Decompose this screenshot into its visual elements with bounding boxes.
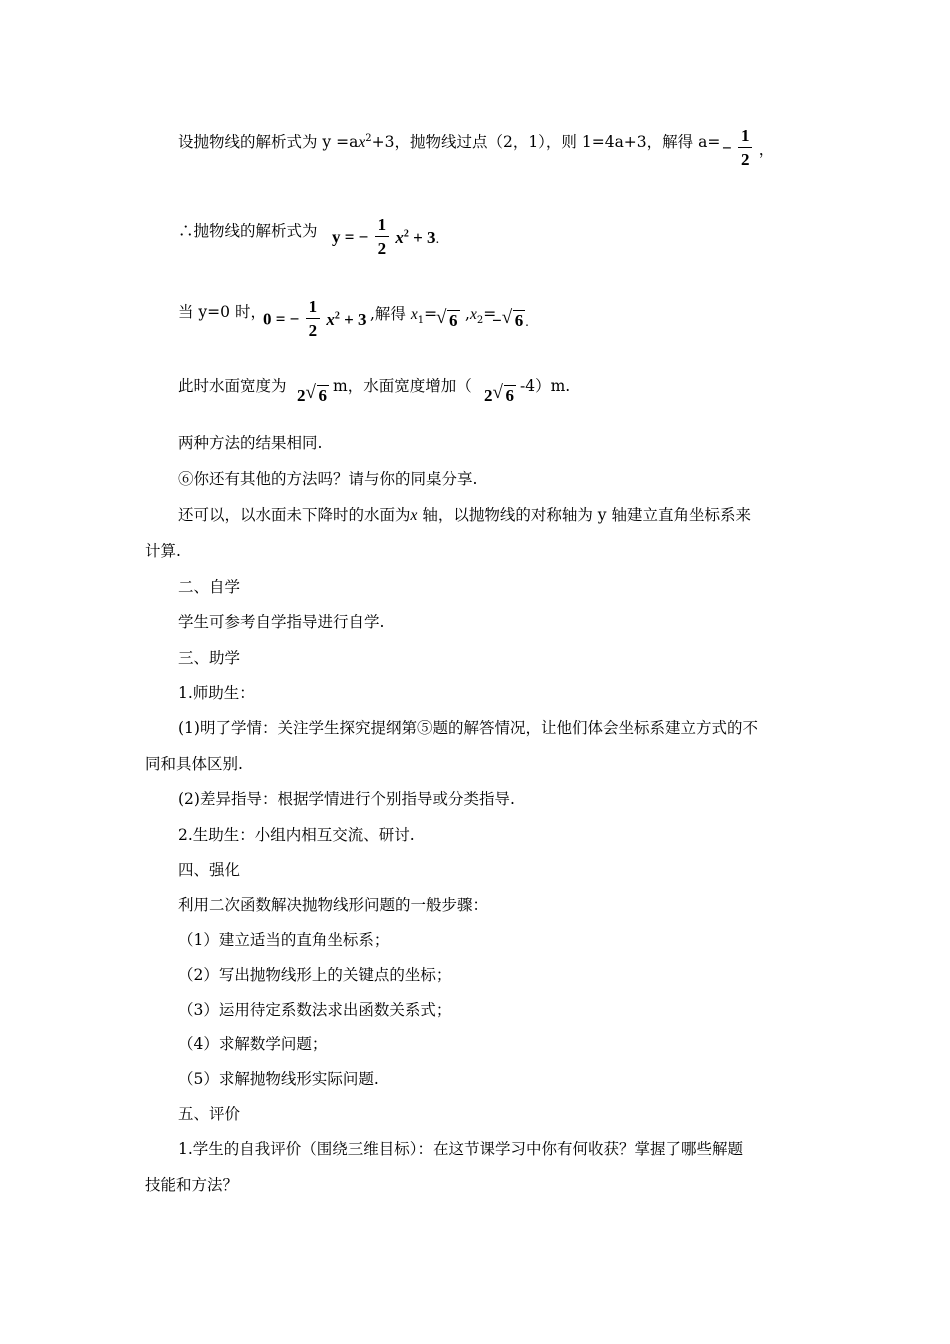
numerator: 1 (306, 296, 321, 319)
text: ,解得 (370, 305, 406, 323)
text: ∴抛物线的解析式为 (178, 222, 318, 240)
var-x: x (395, 227, 404, 247)
var-x: x (410, 507, 418, 524)
text: 轴，以抛物线的对称轴为 y 轴建立直角坐标系来 (417, 506, 751, 524)
numerator: 1 (738, 125, 753, 148)
exponent: 2 (334, 309, 340, 321)
text: 当 y=0 时， (178, 303, 266, 321)
line-question-6: ⑥你还有其他的方法吗？请与你的同桌分享. (178, 470, 478, 488)
equation-lhs: 0 = − (263, 309, 300, 329)
equation-rhs: + 3 (413, 227, 436, 247)
equation-parabola (332, 214, 439, 261)
minus-sign: − (492, 311, 502, 330)
heading-assist: 三、助学 (178, 649, 241, 667)
equation-y-zero (263, 296, 367, 343)
exponent: 2 (365, 132, 372, 144)
line-understand: (1)明了学情：关注学生探究提纲第⑤题的解答情况，让他们体会坐标系建立方式的不 (178, 719, 758, 737)
text: 还可以，以水面未下降时的水面为 (178, 506, 411, 524)
width-2sqrt6 (297, 385, 329, 406)
line-self-study: 学生可参考自学指导进行自学. (178, 613, 385, 631)
line-self-evaluation: 1.学生的自我评价（围绕三维目标）：在这节课学习中你有何收获？掌握了哪些解题 (178, 1140, 744, 1158)
fraction (375, 214, 390, 261)
width-increase-tail (520, 376, 570, 396)
step-4: （4）求解数学问题； (178, 1035, 328, 1053)
sqrt6-positive (436, 310, 460, 331)
subscript: 1 (417, 315, 425, 327)
increase-2sqrt6 (484, 385, 516, 406)
text: 设抛物线的解析式为 y =a (178, 133, 359, 151)
fraction-a-value (722, 125, 774, 172)
denominator: 2 (308, 321, 318, 340)
heading-evaluate: 五、评价 (178, 1105, 241, 1123)
var-x1: x (410, 306, 418, 323)
var-x2: x (469, 306, 477, 323)
text: ， (758, 141, 775, 159)
text: . (525, 315, 529, 330)
equation-rhs: + 3 (344, 309, 367, 329)
line-differentiated: (2)差异指导：根据学情进行个别指导或分类指导. (178, 790, 515, 808)
line-student-help: 2.生助生：小组内相互交流、研讨. (178, 826, 415, 844)
line-self-evaluation-cont: 技能和方法？ (145, 1176, 239, 1194)
step-1: （1）建立适当的直角坐标系； (178, 931, 390, 949)
sqrt6-negative (492, 310, 529, 331)
line-same-result: 两种方法的结果相同. (178, 434, 323, 452)
step-2: （2）写出抛物线形上的关键点的坐标； (178, 966, 452, 984)
text: = (483, 305, 497, 323)
radicand: 6 (505, 386, 514, 405)
heading-self-study: 二、自学 (178, 578, 241, 596)
text: -4）m. (520, 377, 571, 395)
paragraph-water-width (178, 376, 287, 396)
line-alternative-method (178, 505, 751, 526)
text: 此时水面宽度为 (178, 377, 287, 395)
denominator: 2 (377, 239, 387, 258)
paragraph-parabola-equation (178, 221, 318, 241)
radicand: 6 (514, 311, 524, 330)
text: . (435, 231, 440, 247)
text: = (424, 305, 438, 323)
solutions-x (370, 304, 437, 325)
paragraph-parabola-setup (178, 132, 720, 153)
paragraph-y-zero (178, 302, 266, 322)
line-steps-intro: 利用二次函数解决抛物线形问题的一般步骤： (178, 896, 489, 914)
denominator: 2 (740, 150, 750, 169)
radicand: 6 (318, 386, 327, 405)
coefficient: 2 (297, 386, 306, 405)
step-5: （5）求解抛物线形实际问题. (178, 1070, 379, 1088)
var-x: x (326, 309, 335, 329)
width-increase-text (333, 376, 472, 396)
fraction (738, 125, 753, 172)
coefficient: 2 (484, 386, 493, 405)
line-calculate: 计算. (145, 542, 181, 560)
numerator: 1 (375, 214, 390, 237)
exponent: 2 (403, 227, 409, 239)
fraction (306, 296, 321, 343)
var-x: x (358, 134, 366, 151)
subscript: 2 (476, 315, 484, 327)
radicand: 6 (449, 311, 458, 330)
text: +3，抛物线过点（2，1），则 1=4a+3，解得 a= (371, 133, 721, 151)
equation-lhs: y = − (332, 227, 369, 247)
heading-reinforce: 四、强化 (178, 861, 241, 879)
minus-sign: − (722, 138, 732, 158)
line-understand-cont: 同和具体区别. (145, 755, 243, 773)
text: , (465, 305, 470, 323)
step-3: （3）运用待定系数法求出函数关系式； (178, 1001, 452, 1019)
line-teacher-help: 1.师助生： (178, 684, 255, 702)
text: m，水面宽度增加（ (333, 377, 472, 395)
